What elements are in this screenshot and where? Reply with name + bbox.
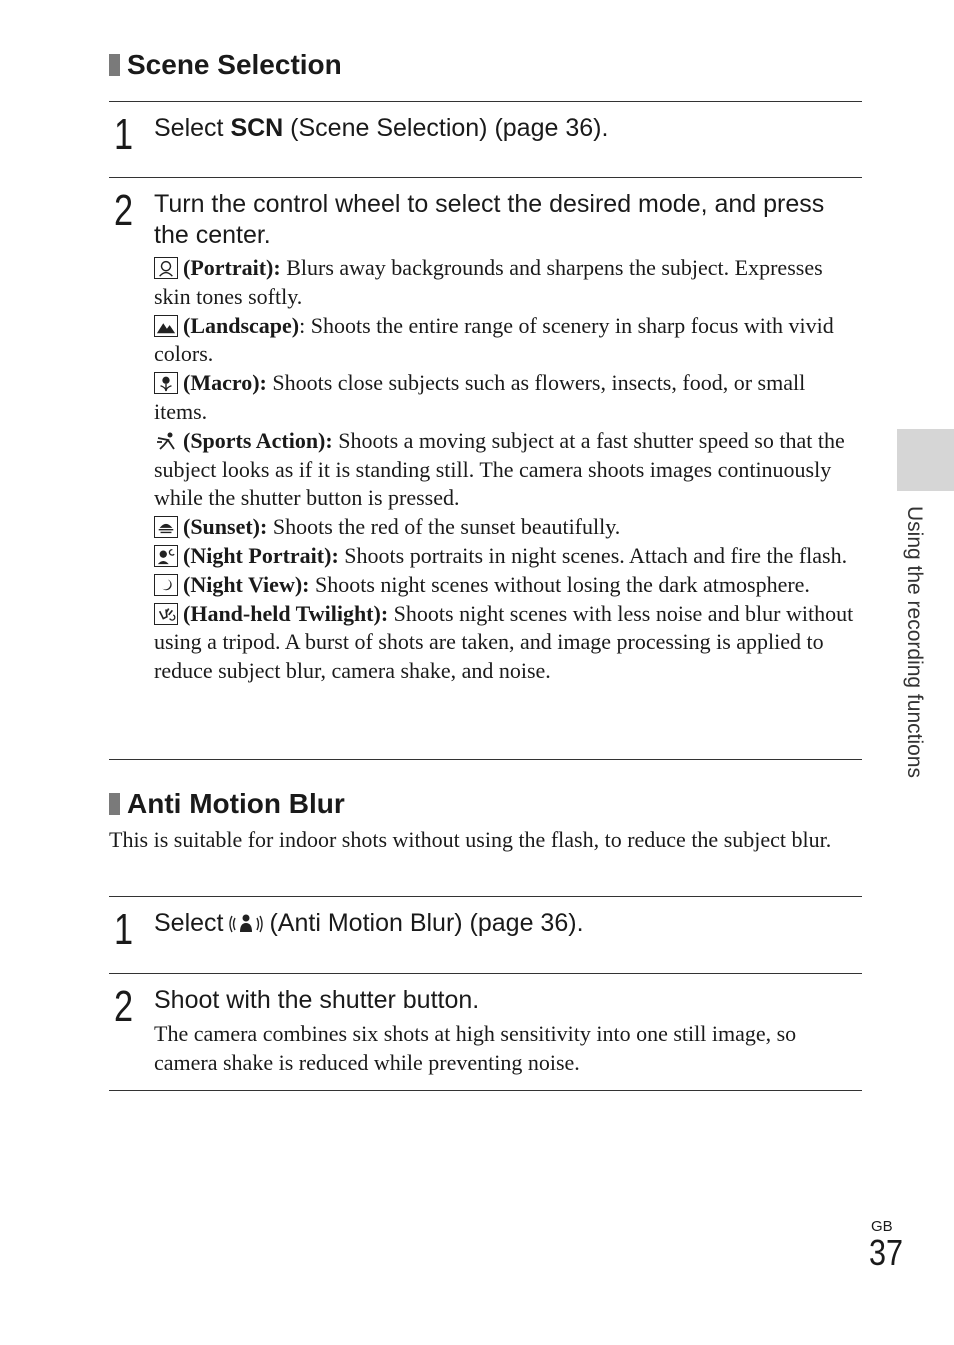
region-code: GB	[871, 1218, 893, 1235]
mode-desc: Shoots night scenes without losing the dark atmosphere.	[309, 571, 810, 597]
night-portrait-icon	[154, 545, 178, 567]
heading-marker	[109, 54, 120, 76]
scene-selection-heading-text: Scene Selection	[127, 49, 342, 80]
section-label-text: Using the recording functions	[903, 506, 926, 778]
mode-label: (Hand-held Twilight):	[183, 600, 389, 626]
hand-held-twilight-icon	[154, 603, 178, 625]
step1-post: (Scene Selection) (page 36).	[283, 114, 609, 142]
mode-macro	[154, 369, 860, 427]
mode-label: (Landscape)	[183, 312, 300, 338]
amb-step2-desc: The camera combines six shots at high sensitivity into one still image, so camera shake is reduced while preventing noise.	[154, 1021, 797, 1075]
heading-marker	[109, 793, 120, 815]
anti-motion-blur-heading-text: Anti Motion Blur	[127, 788, 345, 819]
mode-desc: Shoots a moving subject at a fast shutter speed so that the subject looks as if it is standing still. The camera shoots images continuously while the shutter button is pressed.	[154, 427, 845, 511]
amb-step2-text: Shoot with the shutter button.	[154, 986, 480, 1014]
mode-night-portrait	[154, 542, 860, 571]
mode-label: (Sports Action):	[183, 427, 333, 453]
macro-icon	[154, 372, 178, 394]
mode-label: (Macro):	[183, 370, 267, 396]
scn-label: SCN	[230, 114, 284, 142]
mode-portrait	[154, 254, 860, 312]
scene-step1-text	[154, 113, 860, 144]
step1-pre: Select	[154, 909, 224, 937]
mode-desc: Shoots close subjects such as flowers, insects, food, or small items.	[154, 370, 806, 424]
mode-hand-held-twilight	[154, 600, 860, 686]
sports-action-icon	[154, 430, 178, 452]
step-number: 1	[114, 905, 134, 954]
step1-pre: Select	[154, 114, 231, 142]
divider	[109, 896, 862, 897]
section-label	[898, 506, 928, 836]
divider	[109, 177, 862, 178]
sunset-icon	[154, 516, 178, 538]
page-number: 37	[869, 1232, 904, 1273]
section-tab	[897, 429, 954, 491]
anti-motion-blur-heading	[109, 788, 345, 820]
mode-desc: Shoots the red of the sunset beautifully.	[267, 514, 621, 540]
mode-label: (Night Portrait):	[183, 542, 339, 568]
mode-label: (Night View):	[183, 571, 310, 597]
mode-desc: Blurs away backgrounds and sharpens the subject. Expresses skin tones softly.	[154, 255, 823, 309]
step-number: 1	[114, 110, 134, 159]
mode-sports-action	[154, 427, 860, 513]
divider	[109, 973, 862, 974]
portrait-icon	[154, 257, 178, 279]
mode-desc: : Shoots the entire range of scenery in sharp focus with vivid colors.	[154, 312, 834, 367]
mode-night-view	[154, 571, 860, 600]
scene-mode-list	[154, 254, 860, 686]
step-number: 2	[114, 186, 134, 235]
anti-motion-blur-intro: This is suitable for indoor shots without using the flash, to reduce the subject blur.	[109, 827, 832, 852]
mode-desc: Shoots night scenes with less noise and blur without using a tripod. A burst of shots are taken, and image processing is applied to reduce subject blur, camera shake, and noise.	[154, 600, 854, 684]
divider	[109, 759, 862, 760]
mode-desc: Shoots portraits in night scenes. Attach and fire the flash.	[338, 542, 848, 568]
mode-landscape	[154, 312, 860, 370]
mode-label: (Portrait):	[183, 255, 281, 280]
anti-motion-blur-icon	[227, 911, 265, 933]
scene-selection-heading	[109, 49, 342, 81]
divider	[109, 1090, 862, 1091]
mode-sunset	[154, 513, 860, 542]
divider	[109, 101, 862, 102]
scene-step2-text: Turn the control wheel to select the desired mode, and press the center.	[154, 190, 825, 249]
mode-label: (Sunset):	[183, 514, 268, 540]
night-view-icon	[154, 574, 178, 596]
amb-step1-text	[154, 908, 860, 939]
landscape-icon	[154, 315, 178, 337]
step1-post: (Anti Motion Blur) (page 36).	[269, 909, 584, 937]
step-number: 2	[114, 982, 134, 1031]
